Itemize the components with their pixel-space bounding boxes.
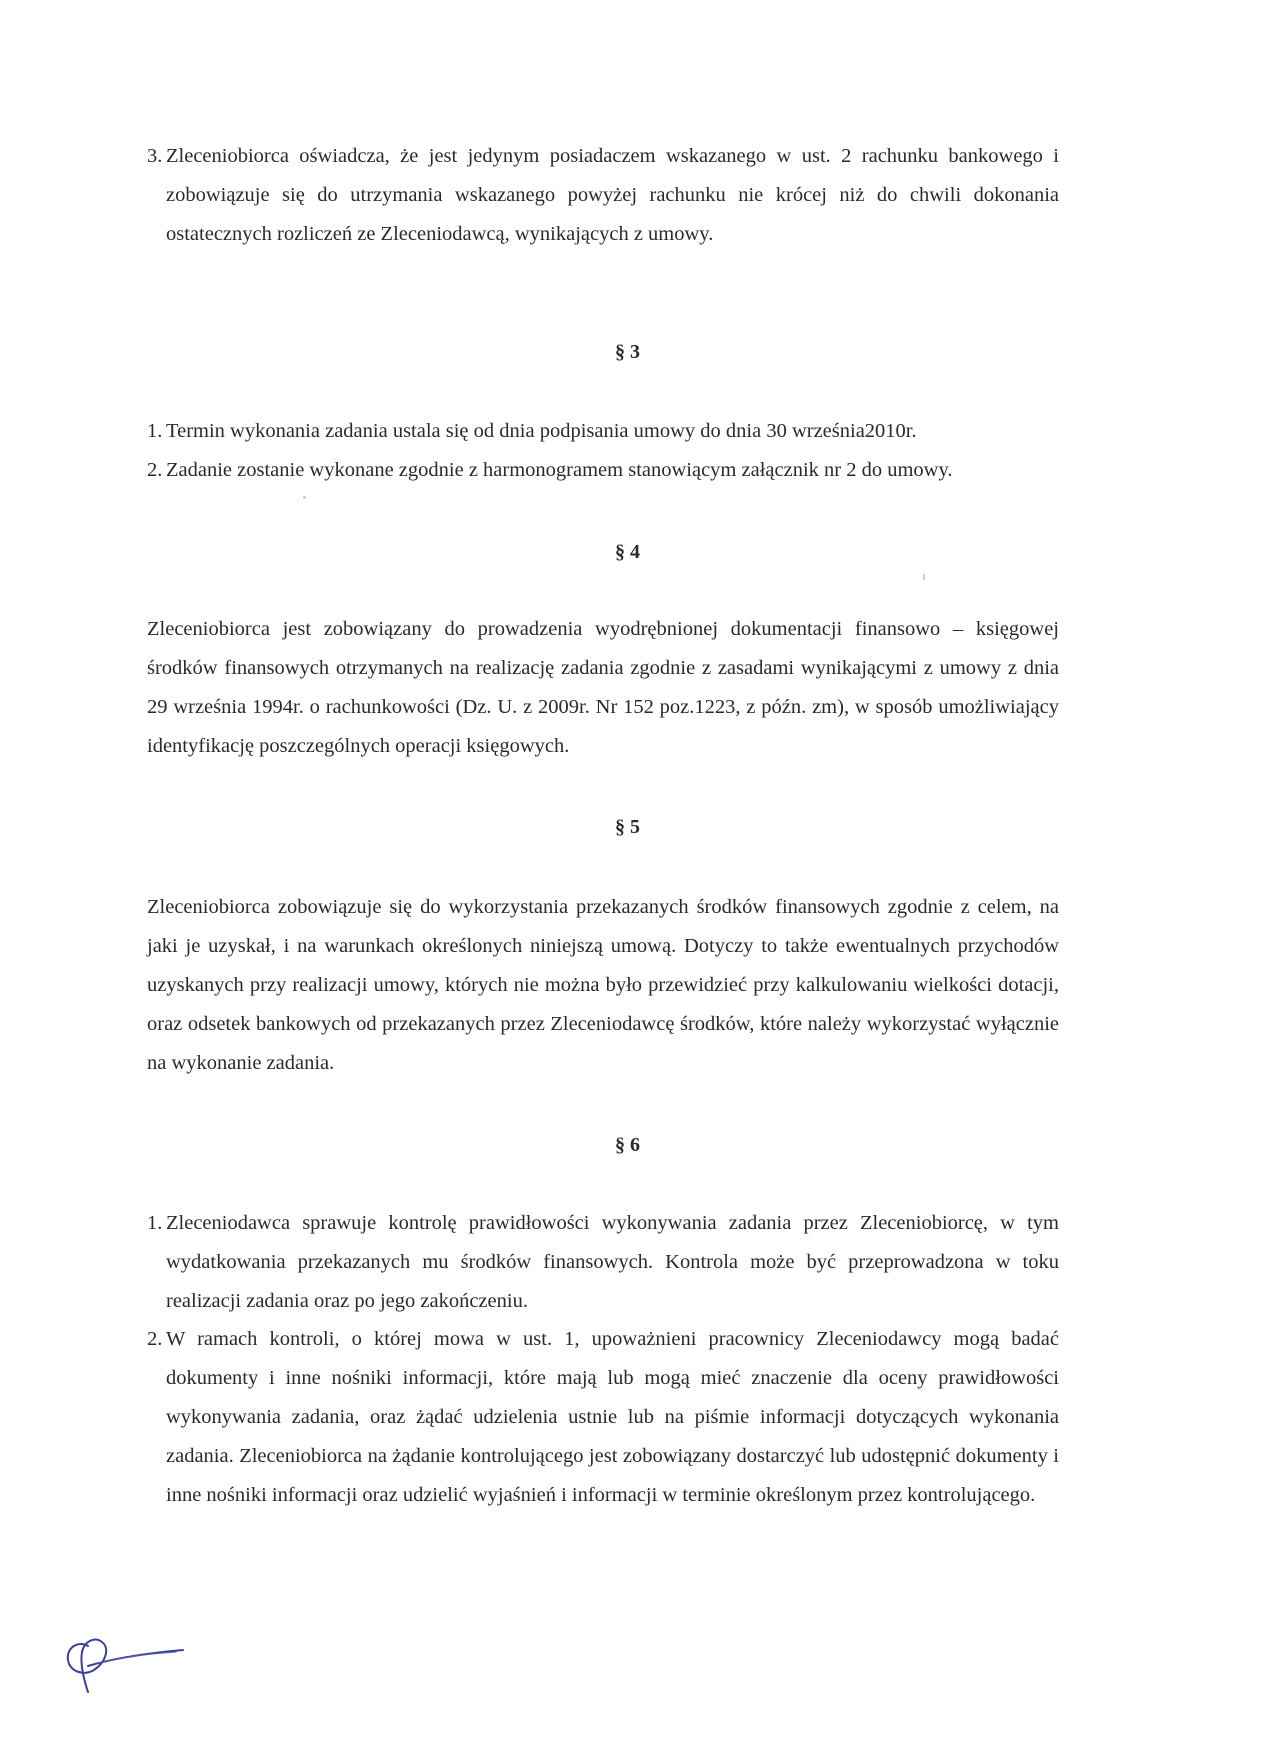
section-heading-4: § 4 — [615, 541, 640, 563]
paragraph-5-text: Zleceniobiorca zobowiązuje się do wykorzystania przekazanych środków finansowych zgodnie z celem, na jaki je uzyskał, i na warunkach określonych niniejszą umową. Dotyczy to także ewentualnych przychodów uzyskanych przy realizacji umowy, których nie można było przewidzieć przy kalkulowaniu wielkości dotacji, oraz odsetek bankowych od przekazanych przez Zleceniodawcę środków, które należy wykorzystać wyłącznie na wykonanie zadania. — [147, 896, 1059, 1074]
item-number: 1. — [147, 1212, 163, 1234]
item-number: 1. — [147, 420, 163, 442]
item-text: W ramach kontroli, o której mowa w ust. 1, upoważnieni pracownicy Zleceniodawcy mogą badać dokumenty i inne nośniki informacji, które mają lub mogą mieć znaczenie dla oceny prawidłowości wykonywania zadania, oraz żądać udzielenia ustnie lub na piśmie informacji dotyczących wykonania zadania. Zleceniobiorca na żądanie kontrolującego jest zobowiązany dostarczyć lub udostępnić dokumenty i inne nośniki informacji oraz udzielić wyjaśnień i informacji w terminie określonym przez kontrolującego. — [166, 1328, 1059, 1506]
section-heading-3: § 3 — [615, 341, 640, 363]
scan-speck — [923, 574, 925, 580]
paragraph-2-item-3 — [147, 137, 1059, 254]
paragraph-3-item-1 — [147, 412, 1059, 451]
item-text: Zleceniodawca sprawuje kontrolę prawidłowości wykonywania zadania przez Zleceniobiorcę, w tym wydatkowania przekazanych mu środków finansowych. Kontrola może być przeprowadzona w toku realizacji zadania oraz po jego zakończeniu. — [166, 1212, 1059, 1312]
item-number: 3. — [147, 145, 163, 167]
item-number: 2. — [147, 1328, 163, 1350]
item-text: Zleceniobiorca oświadcza, że jest jedynym posiadaczem wskazanego w ust. 2 rachunku bankowego i zobowiązuje się do utrzymania wskazanego powyżej rachunku nie krócej niż do chwili dokonania ostatecznych rozliczeń ze Zleceniodawcą, wynikających z umowy. — [166, 145, 1059, 245]
item-number: 2. — [147, 459, 163, 481]
paragraph-4-text: Zleceniobiorca jest zobowiązany do prowadzenia wyodrębnionej dokumentacji finansowo – księgowej środków finansowych otrzymanych na realizację zadania zgodnie z zasadami wynikającymi z umowy z dnia 29 września 1994r. o rachunkowości (Dz. U. z 2009r. Nr 152 poz.1223, z późn. zm), w sposób umożliwiający identyfikację poszczególnych operacji księgowych. — [147, 618, 1059, 757]
section-heading-6: § 6 — [615, 1134, 640, 1156]
scan-speck — [303, 496, 306, 499]
paragraph-3-item-2 — [147, 451, 1059, 490]
paragraph-6-item-1 — [147, 1204, 1059, 1321]
item-text: Termin wykonania zadania ustala się od dnia podpisania umowy do dnia 30 września2010r. — [166, 420, 917, 442]
handwritten-initials — [58, 1618, 188, 1708]
item-text: Zadanie zostanie wykonane zgodnie z harmonogramem stanowiącym załącznik nr 2 do umowy. — [166, 459, 953, 481]
paragraph-6-item-2 — [147, 1320, 1059, 1515]
section-heading-5: § 5 — [615, 816, 640, 838]
